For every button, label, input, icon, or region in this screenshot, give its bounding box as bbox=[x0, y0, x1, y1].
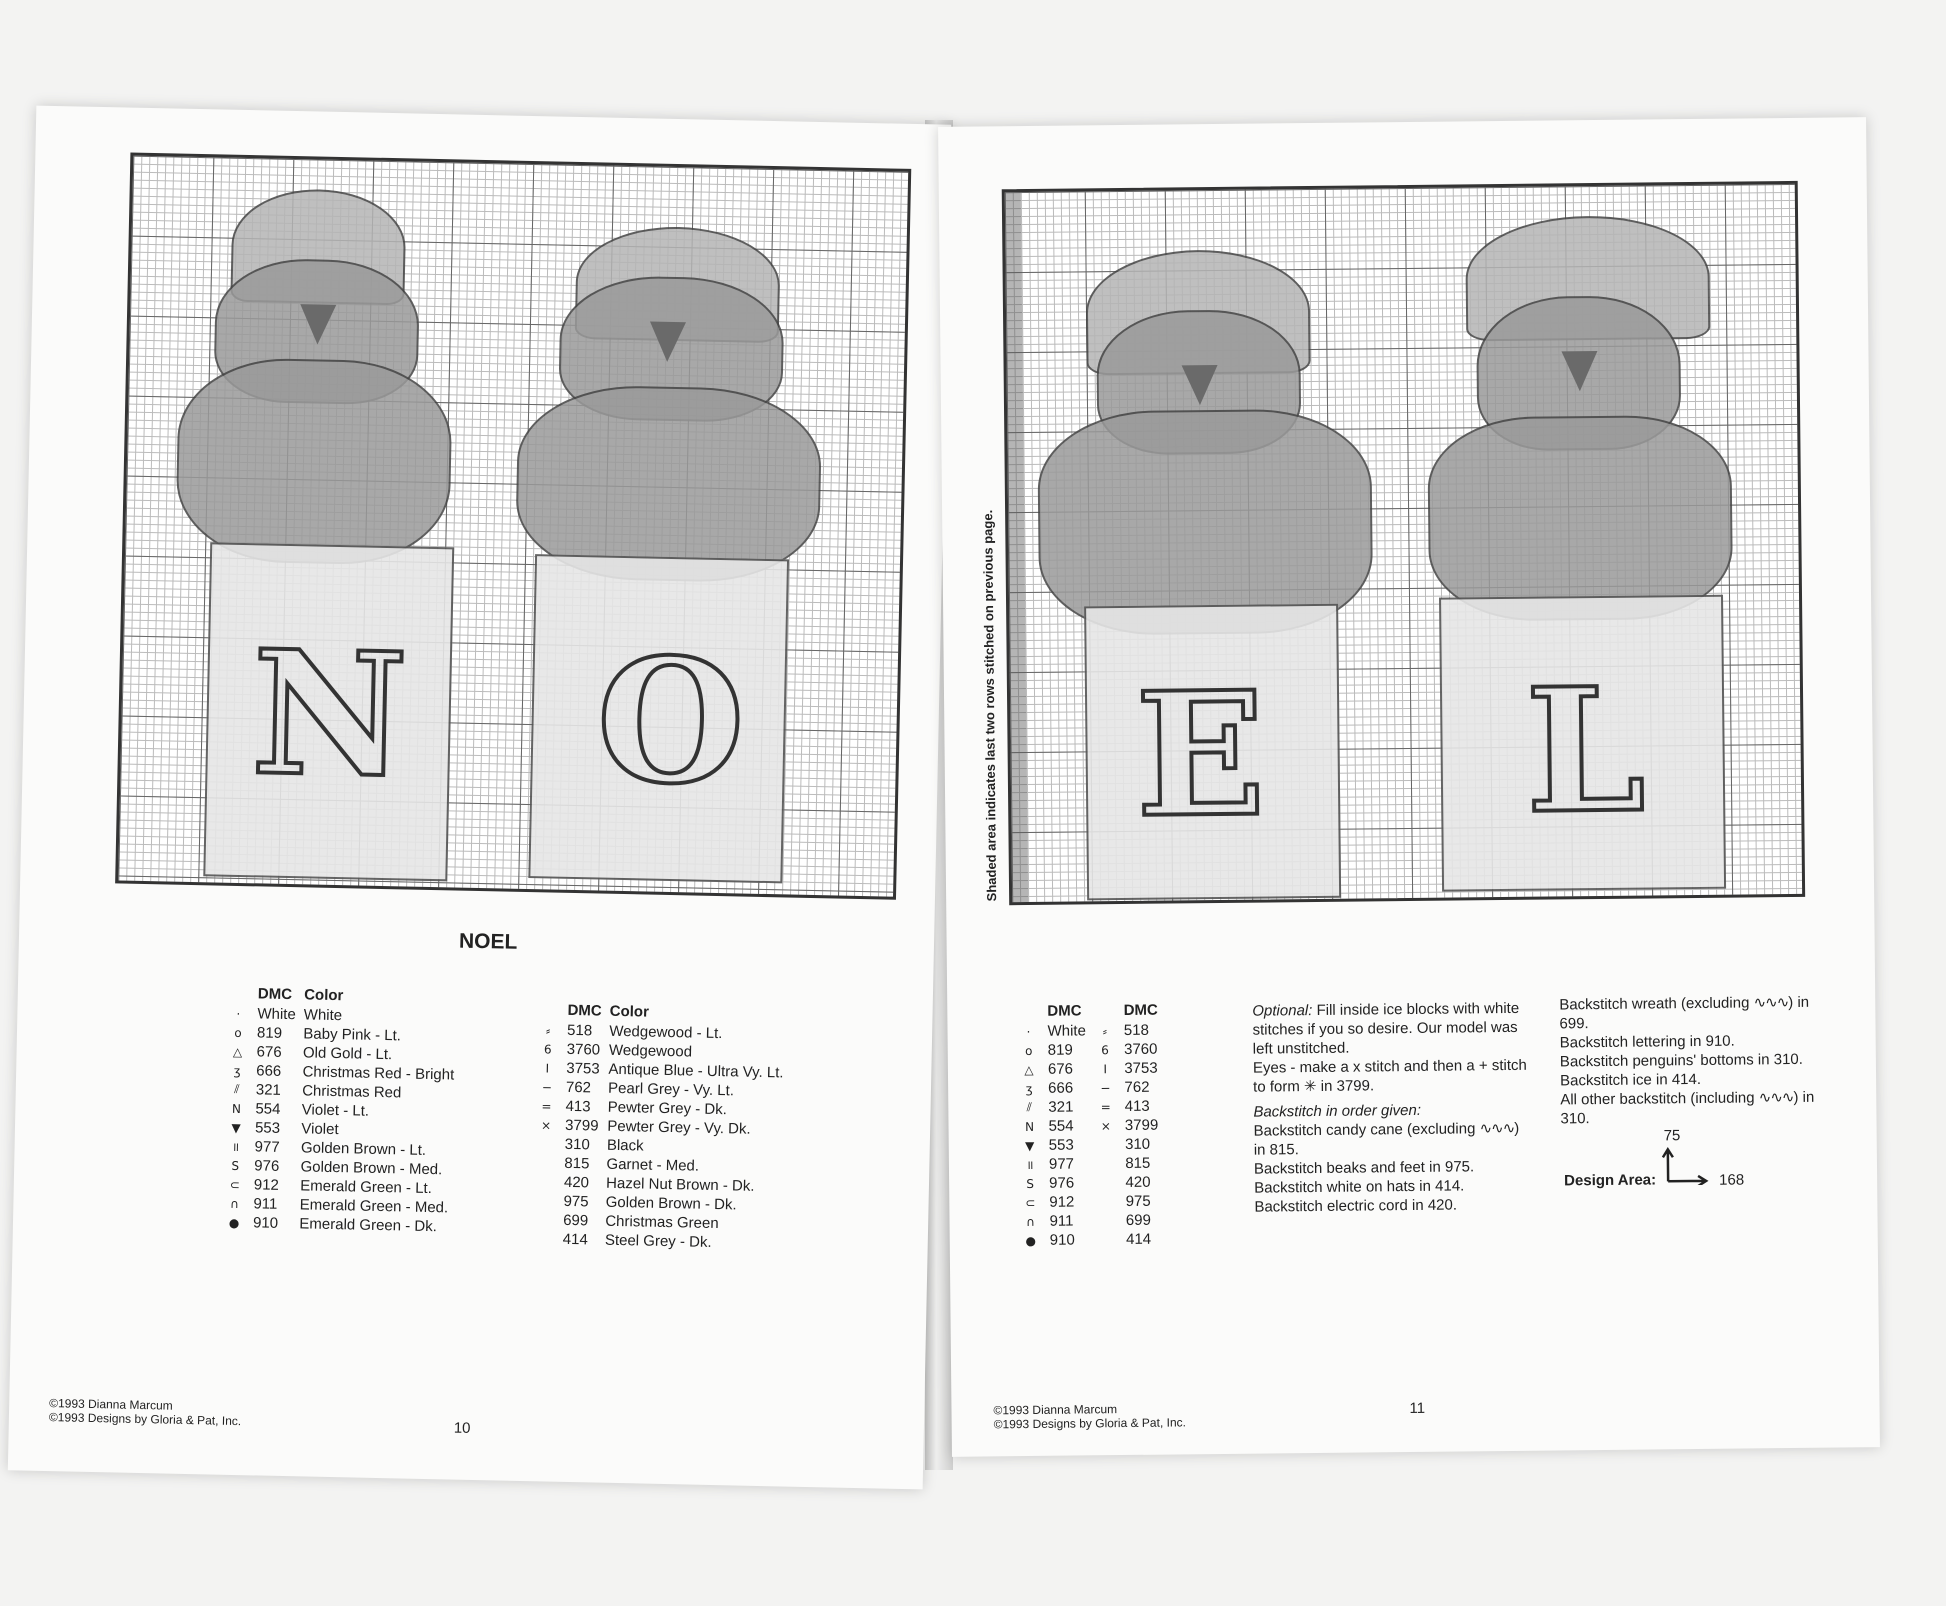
cross-stitch-chart-left bbox=[115, 153, 911, 900]
shaded-rows-column bbox=[1005, 192, 1028, 902]
dmc-number: 310 bbox=[1124, 1135, 1151, 1153]
key-row bbox=[533, 1229, 789, 1253]
key-row bbox=[1019, 1192, 1168, 1213]
stitch-symbol: − bbox=[1100, 1080, 1111, 1095]
copyright-footer bbox=[993, 1401, 1186, 1431]
dmc-number: 554 bbox=[255, 1100, 281, 1118]
key-header-color: Color bbox=[303, 986, 344, 1005]
dmc-number: 3760 bbox=[1123, 1040, 1158, 1058]
stitch-symbol: △ bbox=[1024, 1062, 1034, 1077]
letter-n: N bbox=[249, 613, 410, 817]
dmc-number: 3799 bbox=[564, 1116, 599, 1135]
stitch-symbol: △ bbox=[232, 1044, 243, 1059]
stitch-symbol: o bbox=[1024, 1043, 1033, 1058]
color-name: Violet - Lt. bbox=[301, 1101, 370, 1120]
color-name: Black bbox=[606, 1136, 644, 1155]
dmc-number: 518 bbox=[1123, 1021, 1149, 1039]
design-area-width: 168 bbox=[1719, 1171, 1745, 1189]
stitch-symbol bbox=[1096, 1211, 1126, 1230]
stitch-symbol: = bbox=[541, 1098, 552, 1114]
key-rows bbox=[1017, 1021, 1168, 1251]
dmc-number: 910 bbox=[1049, 1231, 1075, 1249]
copyright-line: ©1993 Designs by Gloria & Pat, Inc. bbox=[48, 1410, 242, 1429]
design-area bbox=[1564, 1126, 1805, 1199]
dmc-number: 977 bbox=[254, 1138, 280, 1156]
stitch-symbol: N bbox=[1024, 1119, 1035, 1134]
stitch-symbol: · bbox=[236, 1006, 241, 1021]
stitch-symbol bbox=[1095, 1173, 1125, 1192]
color-name: Steel Grey - Dk. bbox=[604, 1231, 712, 1251]
dmc-number: 975 bbox=[563, 1192, 589, 1211]
dmc-number: 911 bbox=[253, 1195, 278, 1213]
dmc-number: 553 bbox=[254, 1119, 281, 1137]
color-name: Old Gold - Lt. bbox=[302, 1044, 393, 1064]
color-name: Pewter Grey - Dk. bbox=[607, 1098, 728, 1119]
color-name: Golden Brown - Med. bbox=[300, 1158, 443, 1179]
dmc-number: 815 bbox=[564, 1154, 590, 1173]
stitch-symbol: ⊂ bbox=[1025, 1195, 1036, 1210]
design-area-arrow-icon bbox=[1662, 1145, 1712, 1186]
left-page bbox=[8, 106, 951, 1490]
color-name: Emerald Green - Med. bbox=[299, 1196, 449, 1217]
shaded-area-note: Shaded area indicates last two rows stitched on previous page. bbox=[980, 509, 1000, 902]
stitch-symbol bbox=[533, 1210, 563, 1230]
dmc-number: 762 bbox=[1124, 1078, 1150, 1096]
stitch-symbol: ⫽ bbox=[234, 1081, 240, 1097]
dmc-number: 3760 bbox=[566, 1040, 601, 1059]
color-name: Hazel Nut Brown - Dk. bbox=[605, 1174, 755, 1195]
chart-title: NOEL bbox=[458, 929, 518, 954]
color-name: Wedgewood bbox=[608, 1041, 693, 1061]
key-row bbox=[1018, 1116, 1167, 1137]
backstitch-item: Backstitch wreath (excluding ∿∿∿) in 699. bbox=[1559, 993, 1810, 1033]
penguin-figure-l bbox=[1425, 214, 1762, 887]
stitch-symbol: ॥ bbox=[231, 1139, 240, 1155]
cross-stitch-chart-right bbox=[1002, 181, 1805, 905]
key-row bbox=[1018, 1097, 1167, 1118]
color-name: Pewter Grey - Vy. Dk. bbox=[607, 1117, 751, 1138]
key-rows bbox=[533, 1020, 793, 1253]
stitching-notes bbox=[1252, 999, 1529, 1217]
key-header-dmc: DMC bbox=[567, 1001, 602, 1020]
stitch-symbol bbox=[534, 1172, 564, 1192]
color-key-table bbox=[223, 985, 464, 1237]
backstitch-item: Backstitch ice in 414. bbox=[1559, 1070, 1702, 1090]
color-name: Garnet - Med. bbox=[606, 1155, 700, 1175]
color-key-table bbox=[533, 1001, 793, 1253]
stitch-symbol: = bbox=[1100, 1099, 1111, 1114]
stitch-symbol bbox=[535, 1134, 565, 1154]
backstitch-notes bbox=[1559, 993, 1835, 1129]
stitch-symbol: I bbox=[545, 1060, 550, 1076]
optional-note: Optional: Fill inside ice blocks with white stitches if you so desire. Our model was left unstitched. bbox=[1252, 999, 1520, 1058]
stitch-symbol: ⸗ bbox=[1102, 1023, 1107, 1038]
penguin-figure-o bbox=[508, 194, 832, 880]
dmc-number: 414 bbox=[562, 1230, 588, 1249]
key-row bbox=[1019, 1154, 1168, 1175]
dmc-number: 976 bbox=[254, 1157, 280, 1175]
stitch-symbol: ▼ bbox=[231, 1120, 241, 1135]
design-area-label: Design Area: bbox=[1564, 1171, 1657, 1190]
copyright-line: ©1993 Dianna Marcum bbox=[49, 1396, 173, 1413]
key-header-dmc: DMC bbox=[1047, 1002, 1082, 1020]
stitch-symbol: ▼ bbox=[1025, 1138, 1035, 1153]
stitch-symbol: ● bbox=[228, 1215, 240, 1230]
stitch-symbol: ∩ bbox=[1026, 1214, 1035, 1229]
dmc-number: 321 bbox=[1048, 1098, 1074, 1116]
letter-e: E bbox=[1134, 654, 1267, 856]
backstitch-item: All other backstitch (including ∿∿∿) in 310. bbox=[1560, 1087, 1815, 1128]
dmc-number: 762 bbox=[565, 1078, 592, 1097]
dmc-number: 666 bbox=[1048, 1079, 1074, 1097]
stitch-symbol: 6 bbox=[1101, 1042, 1109, 1057]
key-header-dmc: DMC bbox=[1123, 1001, 1158, 1019]
dmc-number: 321 bbox=[255, 1081, 282, 1099]
dmc-number: 699 bbox=[1125, 1211, 1151, 1229]
copyright-line: ©1993 Designs by Gloria & Pat, Inc. bbox=[993, 1415, 1186, 1432]
dmc-number: 910 bbox=[252, 1214, 279, 1232]
backstitch-item: Backstitch white on hats in 414. bbox=[1254, 1177, 1465, 1197]
backstitch-item: Backstitch penguins' bottoms in 310. bbox=[1559, 1050, 1803, 1071]
dmc-number: 815 bbox=[1125, 1154, 1151, 1172]
design-area-height: 75 bbox=[1663, 1127, 1681, 1145]
copyright-footer bbox=[49, 1396, 242, 1428]
dmc-number: 3753 bbox=[566, 1059, 600, 1078]
stitch-symbol: ⫽ bbox=[1026, 1099, 1033, 1115]
color-name: Emerald Green - Lt. bbox=[299, 1177, 433, 1198]
dmc-number: 310 bbox=[564, 1135, 590, 1154]
backstitch-item: Backstitch candy cane (excluding ∿∿∿) in 815. bbox=[1253, 1118, 1520, 1159]
page-number: 11 bbox=[1409, 1399, 1426, 1418]
dmc-key-table bbox=[1017, 1002, 1168, 1251]
key-row bbox=[1018, 1059, 1167, 1080]
color-name: Wedgewood - Lt. bbox=[609, 1022, 723, 1043]
dmc-number: 554 bbox=[1048, 1117, 1074, 1135]
stitch-symbol bbox=[1096, 1230, 1126, 1249]
dmc-number: 518 bbox=[566, 1021, 593, 1040]
dmc-number: 3799 bbox=[1124, 1116, 1159, 1134]
backstitch-item: Backstitch beaks and feet in 975. bbox=[1253, 1158, 1475, 1178]
letter-l: L bbox=[1524, 650, 1647, 852]
stitch-symbol: 6 bbox=[543, 1041, 552, 1057]
dmc-number: 912 bbox=[253, 1176, 280, 1194]
dmc-number: 420 bbox=[563, 1173, 590, 1192]
stitch-symbol: ʒ bbox=[1025, 1081, 1033, 1096]
dmc-number: 819 bbox=[1047, 1041, 1073, 1059]
stitch-symbol: ॥ bbox=[1026, 1157, 1034, 1173]
color-name: Golden Brown - Lt. bbox=[300, 1139, 427, 1159]
stitch-symbol bbox=[533, 1191, 563, 1211]
stitch-symbol bbox=[533, 1229, 563, 1249]
dmc-number: 912 bbox=[1049, 1193, 1075, 1211]
stitch-symbol: ● bbox=[1025, 1233, 1037, 1248]
stitch-symbol: ∩ bbox=[229, 1196, 239, 1211]
backstitch-item: Backstitch lettering in 910. bbox=[1559, 1032, 1735, 1052]
stitch-symbol: ⊂ bbox=[229, 1177, 241, 1192]
dmc-number: 977 bbox=[1048, 1155, 1075, 1173]
stitch-symbol: N bbox=[231, 1101, 242, 1116]
stitch-symbol: I bbox=[1103, 1061, 1108, 1076]
stitch-symbol: × bbox=[1100, 1118, 1111, 1133]
color-name: Golden Brown - Dk. bbox=[605, 1193, 737, 1214]
color-name: Christmas Green bbox=[605, 1212, 719, 1233]
dmc-number: 699 bbox=[562, 1211, 589, 1230]
dmc-number: 676 bbox=[256, 1043, 282, 1061]
color-name: White bbox=[303, 1006, 343, 1025]
stitch-symbol bbox=[1095, 1135, 1125, 1154]
stitch-symbol bbox=[1096, 1192, 1126, 1211]
penguin-figure-e bbox=[1035, 248, 1372, 891]
key-row bbox=[1018, 1078, 1167, 1099]
key-row bbox=[1017, 1021, 1166, 1042]
stitch-symbol: · bbox=[1026, 1024, 1031, 1039]
color-name: Christmas Red bbox=[301, 1082, 402, 1102]
stitch-symbol: S bbox=[231, 1158, 240, 1173]
right-page bbox=[938, 117, 1880, 1457]
dmc-number: 666 bbox=[256, 1062, 282, 1080]
dmc-number: 3753 bbox=[1124, 1059, 1158, 1077]
dmc-number: 911 bbox=[1049, 1212, 1074, 1230]
backstitch-heading: Backstitch in order given: bbox=[1253, 1101, 1422, 1121]
dmc-number: White bbox=[1047, 1022, 1086, 1040]
stitch-symbol: ʒ bbox=[233, 1063, 241, 1078]
key-row bbox=[223, 1213, 459, 1237]
stitch-symbol: × bbox=[540, 1117, 552, 1133]
dmc-number: 414 bbox=[1125, 1230, 1152, 1248]
color-name: Baby Pink - Lt. bbox=[303, 1025, 402, 1045]
page-number: 10 bbox=[453, 1419, 471, 1437]
key-row bbox=[1018, 1040, 1167, 1061]
dmc-number: 420 bbox=[1125, 1173, 1151, 1191]
key-row bbox=[1019, 1135, 1168, 1156]
stitch-symbol bbox=[1095, 1154, 1125, 1173]
stitch-symbol: − bbox=[541, 1079, 553, 1095]
key-header-dmc: DMC bbox=[257, 985, 293, 1004]
dmc-number: 553 bbox=[1048, 1136, 1074, 1154]
dmc-number: 975 bbox=[1125, 1192, 1151, 1210]
eyes-note: Eyes - make a x stitch and then a + stitch to form ✳ in 3799. bbox=[1252, 1056, 1527, 1096]
color-name: Emerald Green - Dk. bbox=[299, 1215, 438, 1236]
color-name: Pearl Grey - Vy. Lt. bbox=[607, 1079, 735, 1100]
penguin-figure-n bbox=[158, 186, 472, 872]
copyright-line: ©1993 Dianna Marcum bbox=[993, 1402, 1118, 1418]
key-row bbox=[1019, 1211, 1168, 1232]
dmc-number: 413 bbox=[565, 1097, 591, 1116]
stitch-symbol: ⸗ bbox=[546, 1022, 551, 1038]
key-rows bbox=[223, 1004, 464, 1237]
backstitch-item: Backstitch electric cord in 420. bbox=[1254, 1196, 1458, 1216]
key-row bbox=[1019, 1173, 1168, 1194]
stitch-symbol: o bbox=[234, 1025, 242, 1040]
key-row bbox=[1020, 1230, 1169, 1251]
dmc-number: 676 bbox=[1047, 1060, 1074, 1078]
dmc-number: White bbox=[257, 1005, 296, 1024]
dmc-number: 413 bbox=[1124, 1097, 1150, 1115]
key-header-color: Color bbox=[609, 1002, 650, 1021]
color-name: Antique Blue - Ultra Vy. Lt. bbox=[608, 1060, 784, 1082]
color-name: Christmas Red - Bright bbox=[302, 1063, 455, 1084]
color-name: Violet bbox=[301, 1120, 339, 1139]
stitch-symbol bbox=[534, 1153, 564, 1173]
letter-o: O bbox=[594, 620, 747, 824]
dmc-number: 976 bbox=[1049, 1174, 1075, 1192]
dmc-number: 819 bbox=[256, 1024, 283, 1042]
stitch-symbol: S bbox=[1026, 1176, 1035, 1191]
